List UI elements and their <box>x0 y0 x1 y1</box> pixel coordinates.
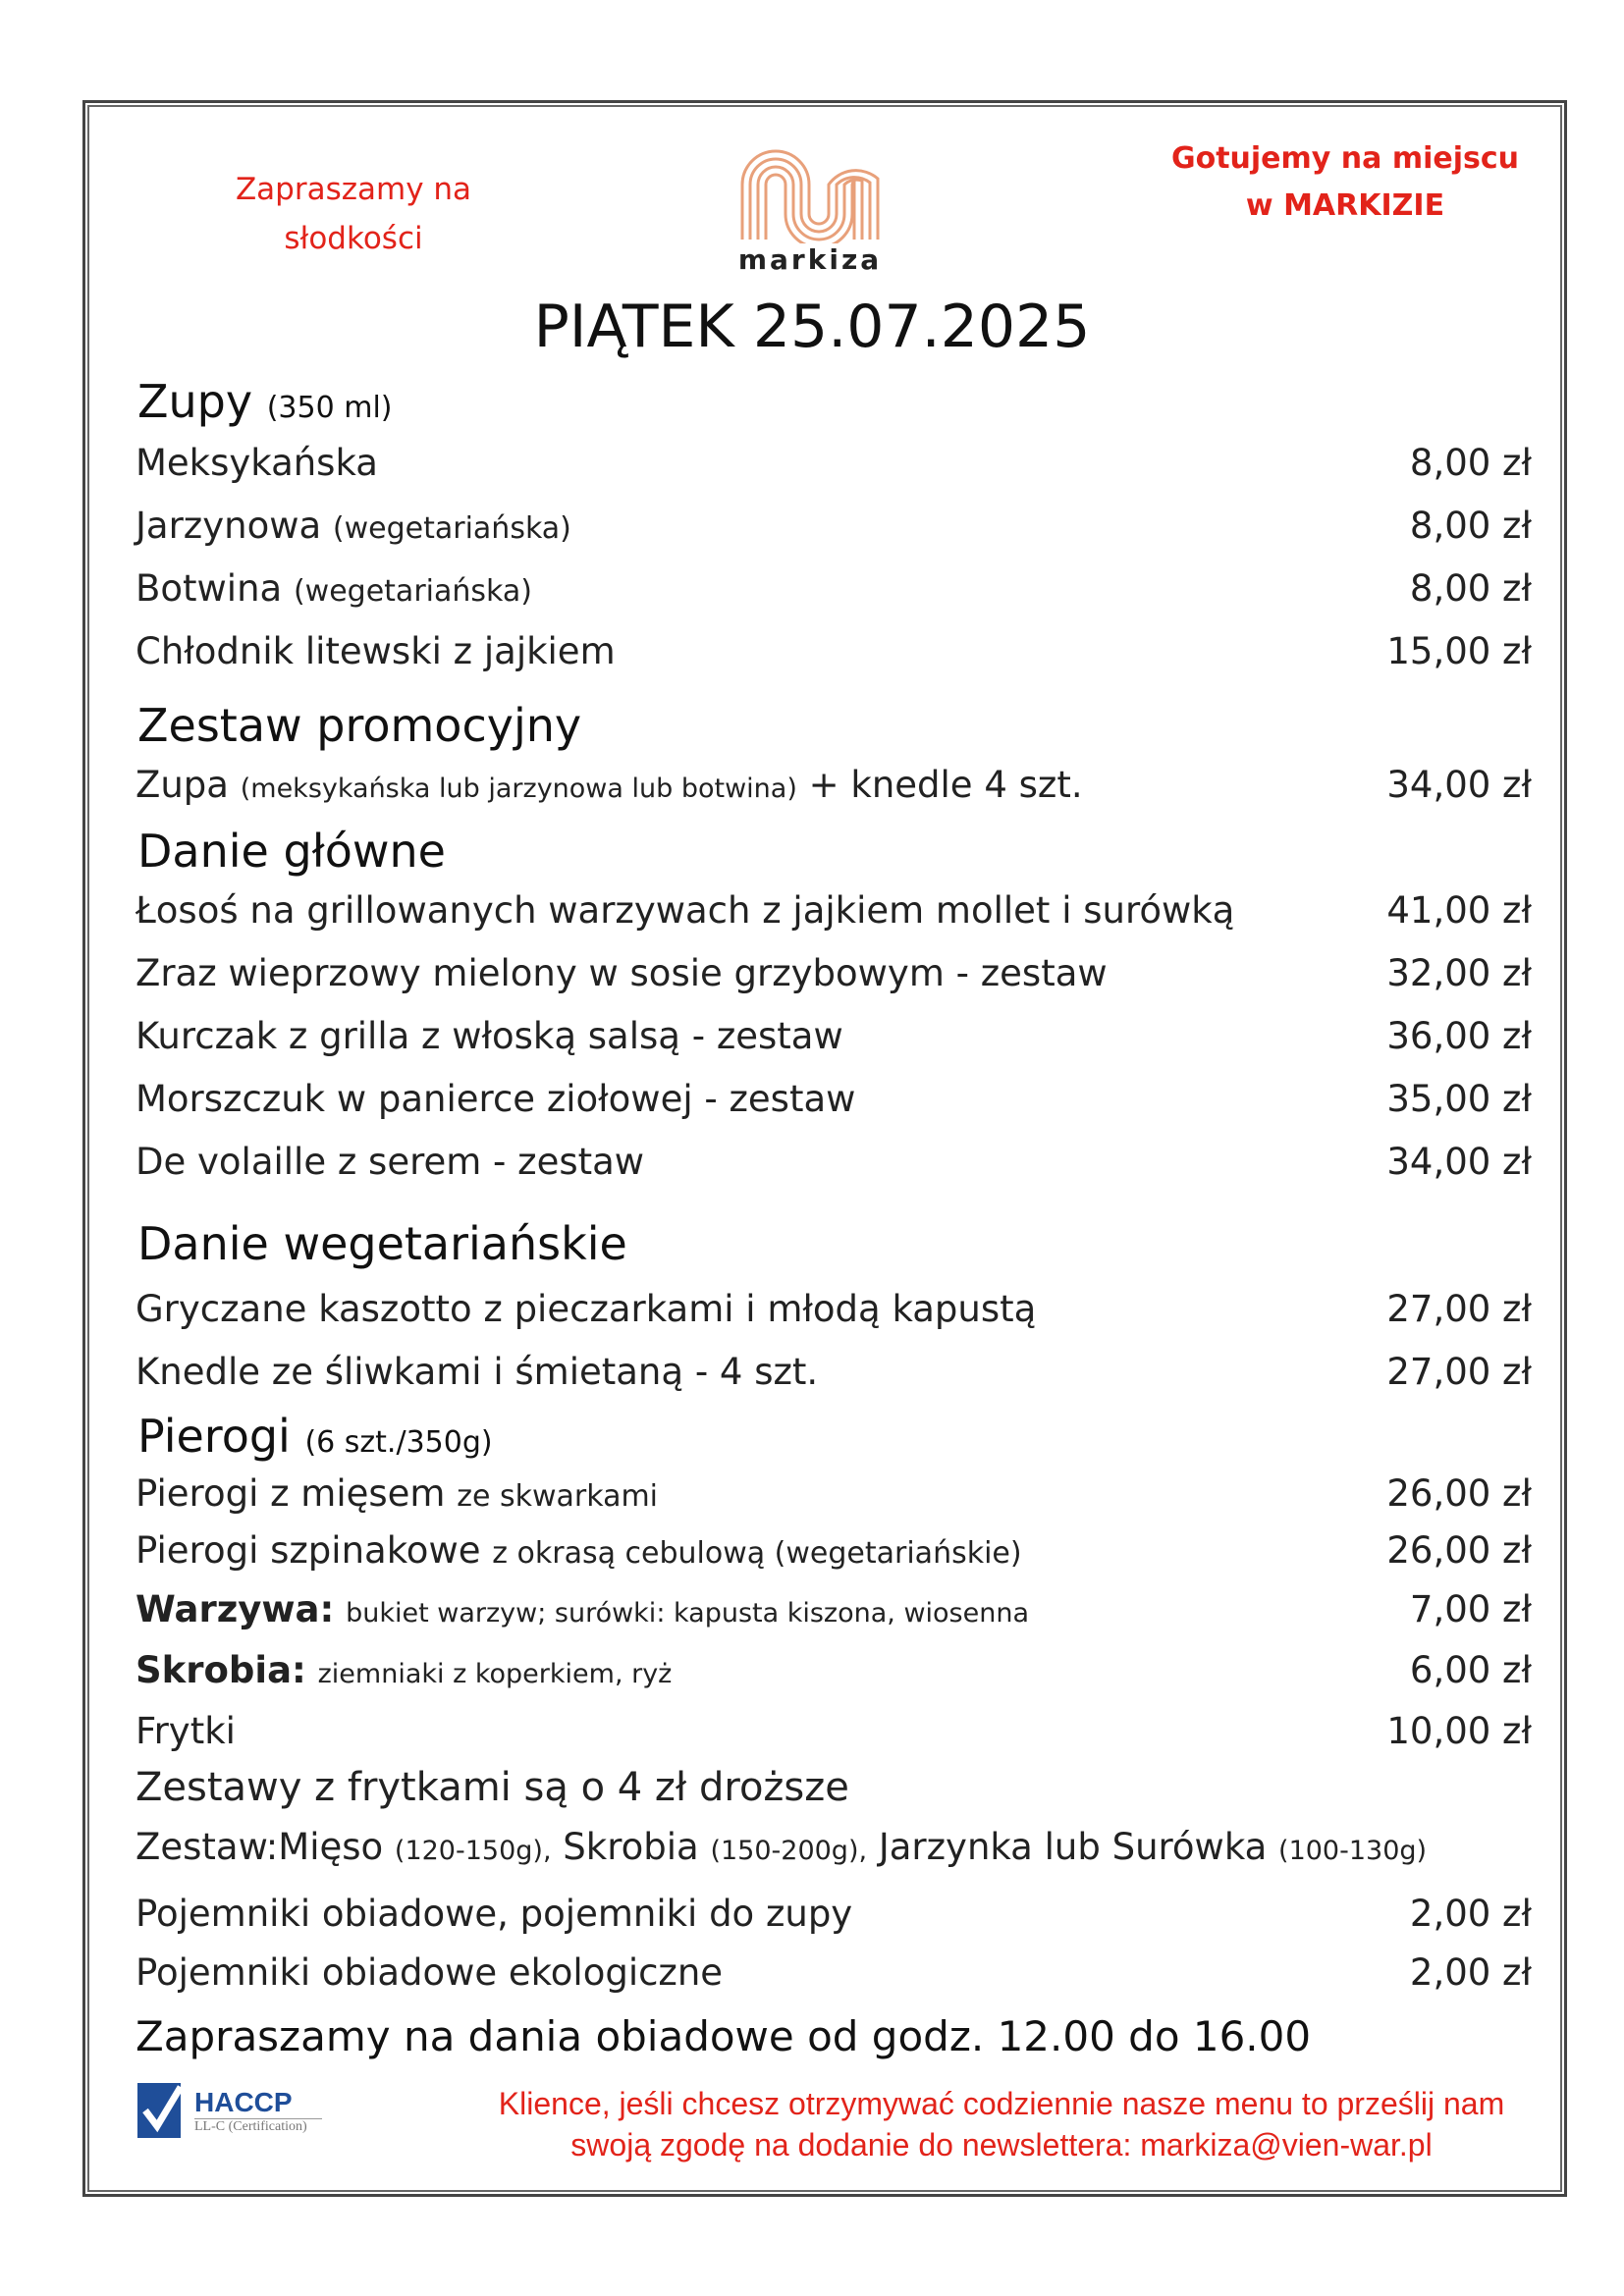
set-composition-note: Zestaw:Mięso (120-150g), Skrobia (150-200g), Jarzynka lub Surówka (100-130g) <box>135 1826 1428 1868</box>
section-title-zupy: Zupy (350 ml) <box>137 375 393 428</box>
menu-item: Gryczane kaszotto z pieczarkami i młodą kapustą 27,00 zł <box>135 1288 1532 1330</box>
menu-item: Pierogi z mięsem ze skwarkami 26,00 zł <box>135 1472 1532 1515</box>
menu-item-container: Pojemniki obiadowe, pojemniki do zupy 2,00 zł <box>135 1893 1532 1935</box>
fries-surcharge-note: Zestawy z frytkami są o 4 zł droższe <box>135 1765 849 1810</box>
menu-item-frytki: Frytki 10,00 zł <box>135 1710 1532 1752</box>
menu-item: Pierogi szpinakowe z okrasą cebulową (wegetariańskie) 26,00 zł <box>135 1529 1532 1572</box>
haccp-title: HACCP <box>194 2086 293 2117</box>
haccp-badge <box>135 2079 322 2142</box>
menu-item: Chłodnik litewski z jajkiem 15,00 zł <box>135 630 1532 672</box>
page-title: PIĄTEK 25.07.2025 <box>533 293 1091 361</box>
menu-item-container: Pojemniki obiadowe ekologiczne 2,00 zł <box>135 1951 1532 1994</box>
logo-wordmark: markiza <box>737 243 883 276</box>
menu-item: Knedle ze śliwkami i śmietaną - 4 szt. 27,00 zł <box>135 1351 1532 1393</box>
menu-item: Meksykańska 8,00 zł <box>135 442 1532 484</box>
section-title-promo: Zestaw promocyjny <box>137 699 582 752</box>
markiza-logo-icon <box>736 145 884 243</box>
menu-item: Jarzynowa (wegetariańska) 8,00 zł <box>135 505 1532 547</box>
section-title-vegetarian: Danie wegetariańskie <box>137 1217 627 1270</box>
haccp-check-icon <box>135 2079 185 2142</box>
menu-item: Morszczuk w panierce ziołowej - zestaw 35,00 zł <box>135 1078 1532 1120</box>
section-title-pierogi: Pierogi (6 szt./350g) <box>137 1410 493 1463</box>
section-title-main: Danie główne <box>137 825 446 878</box>
menu-item-warzywa: Warzywa: bukiet warzyw; surówki: kapusta kiszona, wiosenna 7,00 zł <box>135 1588 1532 1630</box>
opening-hours-invite: Zapraszamy na dania obiadowe od godz. 12.00 do 16.00 <box>135 2012 1312 2060</box>
menu-item: Botwina (wegetariańska) 8,00 zł <box>135 567 1532 610</box>
menu-item: Łosoś na grillowanych warzywach z jajkiem mollet i surówką 41,00 zł <box>135 889 1532 932</box>
newsletter-note: Klience, jeśli chcesz otrzymywać codziennie nasze menu to prześlij nam swoją zgodę na dodanie do newslettera: markiza@vien-war.pl <box>498 2086 1505 2163</box>
menu-item-skrobia: Skrobia: ziemniaki z koperkiem, ryż 6,00 zł <box>135 1649 1532 1691</box>
menu-item: Zupa (meksykańska lub jarzynowa lub botwina) + knedle 4 szt. 34,00 zł <box>135 764 1532 806</box>
markiza-logo <box>731 145 889 276</box>
menu-item: Kurczak z grilla z włoską salsą - zestaw 36,00 zł <box>135 1015 1532 1057</box>
menu-item: Zraz wieprzowy mielony w sosie grzybowym - zestaw 32,00 zł <box>135 952 1532 994</box>
cooking-onsite-note: Gotujemy na miejscu w MARKIZIE <box>1170 141 1520 223</box>
menu-item: De volaille z serem - zestaw 34,00 zł <box>135 1141 1532 1183</box>
sweets-invite-note: Zapraszamy na słodkości <box>235 172 472 256</box>
haccp-subtitle: LL-C (Certification) <box>194 2118 307 2134</box>
